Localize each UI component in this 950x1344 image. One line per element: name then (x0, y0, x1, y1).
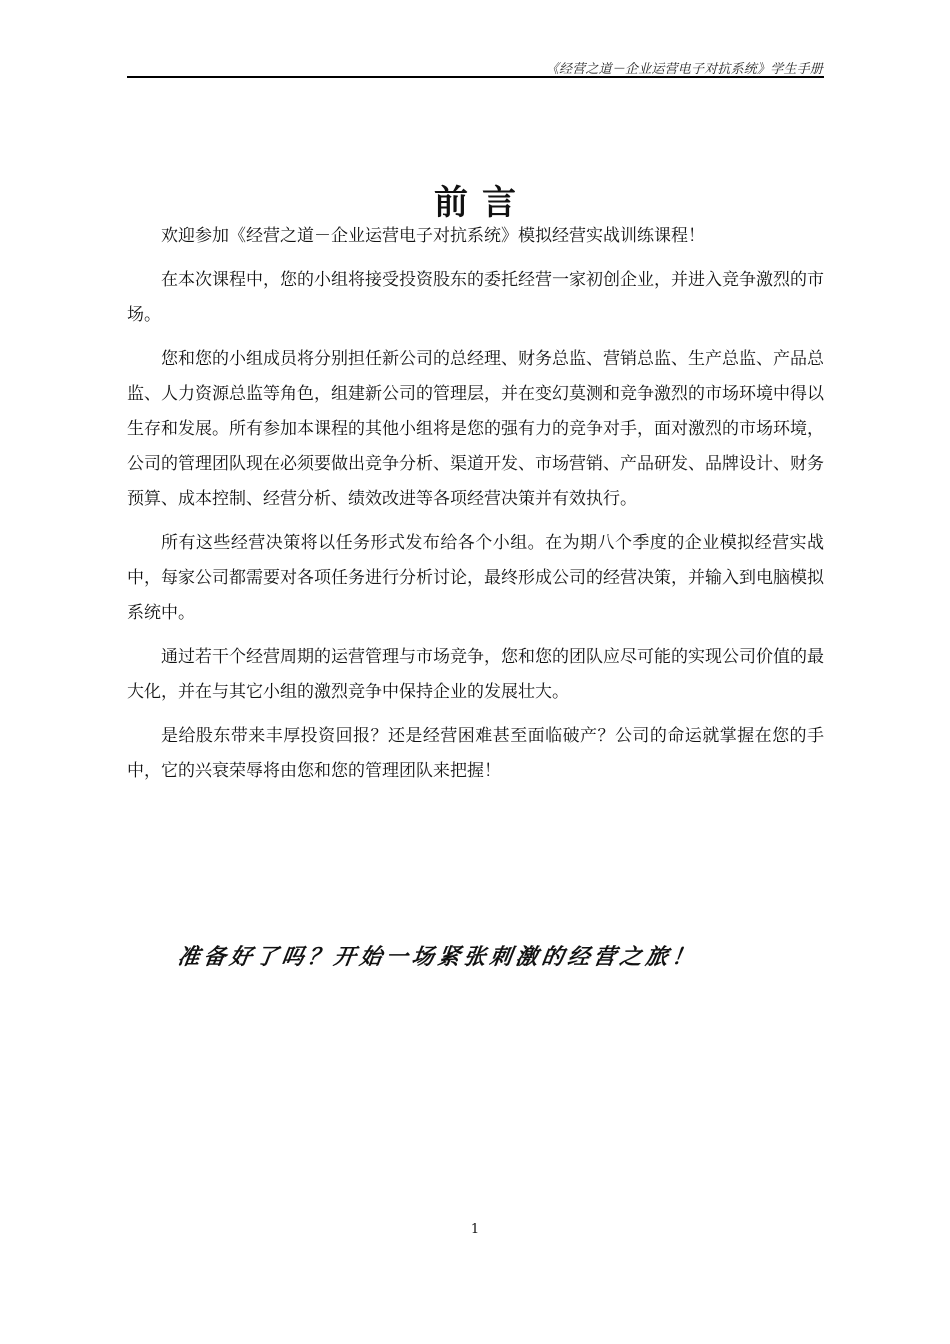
page-number: 1 (470, 1222, 480, 1237)
paragraph-welcome: 欢迎参加《经营之道－企业运营电子对抗系统》模拟经营实战训练课程！ (161, 226, 705, 246)
slogan: 准备好了吗？开始一场紧张刺激的经营之旅！ (175, 944, 700, 970)
preface-body (127, 219, 824, 798)
paragraph-goal: 通过若干个经营周期的运营管理与市场竞争，您和您的团队应尽可能的实现公司价值的最大化，并在与其它小组的激烈竞争中保持企业的发展壮大。 (127, 647, 824, 702)
paragraph-roles: 您和您的小组成员将分别担任新公司的总经理、财务总监、营销总监、生产总监、产品总监、人力资源总监等角色，组建新公司的管理层，并在变幻莫测和竞争激烈的市场环境中得以生存和发展。所有参加本课程的其他小组将是您的强有力的竞争对手，面对激烈的市场环境，公司的管理团队现在必须要做出竞争分析、渠道开发、市场营销、产品研发、品牌设计、财务预算、成本控制、经营分析、绩效改进等各项经营决策并有效执行。 (127, 349, 824, 509)
header-text: 《经营之道－企业运营电子对抗系统》学生手册 (545, 62, 823, 77)
paragraph-course-intro: 在本次课程中，您的小组将接受投资股东的委托经营一家初创企业，并进入竞争激烈的市场。 (127, 270, 824, 325)
page-title: 前言 (434, 182, 530, 223)
paragraph-decisions: 所有这些经营决策将以任务形式发布给各个小组。在为期八个季度的企业模拟经营实战中，每家公司都需要对各项任务进行分析讨论，最终形成公司的经营决策，并输入到电脑模拟系统中。 (127, 533, 824, 623)
header-rule (127, 76, 824, 78)
paragraph-fate: 是给股东带来丰厚投资回报？还是经营困难甚至面临破产？公司的命运就掌握在您的手中，它的兴衰荣辱将由您和您的管理团队来把握！ (127, 726, 824, 781)
